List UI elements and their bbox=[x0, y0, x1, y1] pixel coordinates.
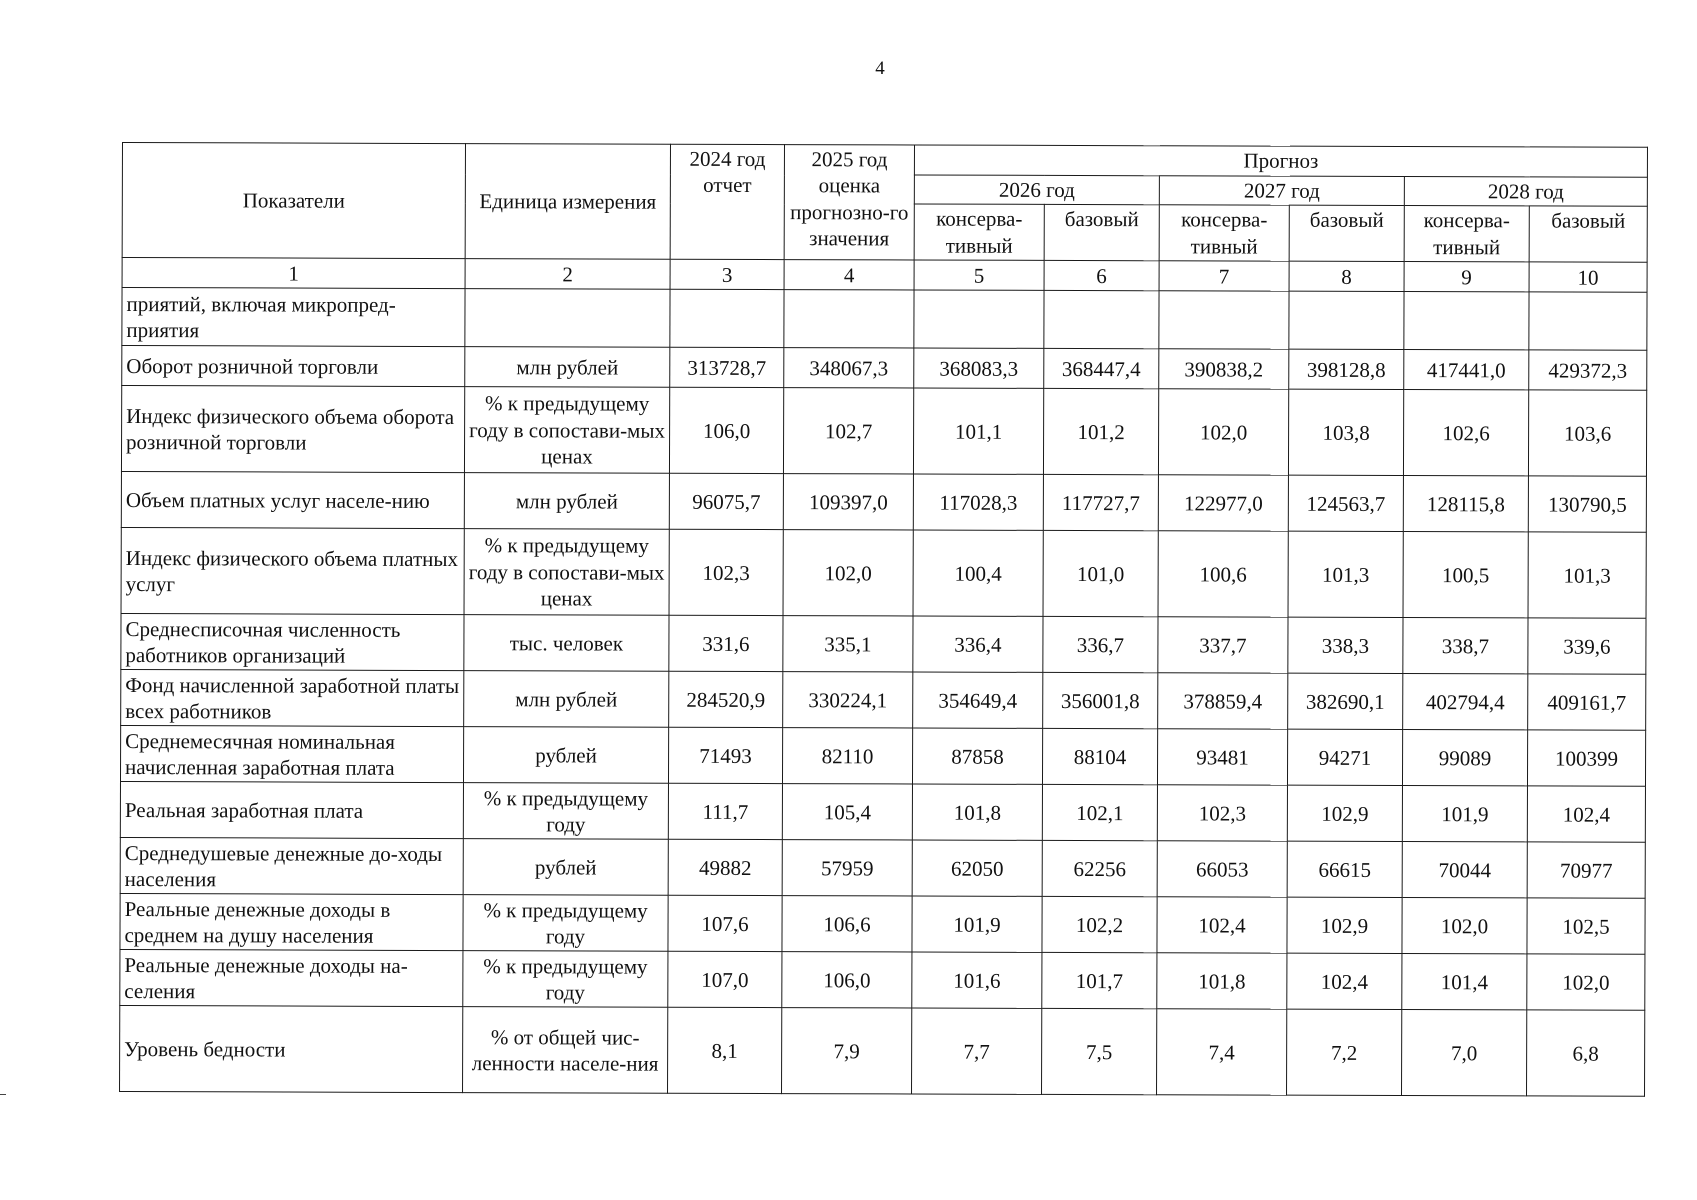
value-cell: 7,4 bbox=[1157, 1009, 1287, 1095]
table-row bbox=[120, 894, 1645, 955]
value-cell: 106,6 bbox=[782, 896, 912, 952]
value-cell: 330224,1 bbox=[783, 672, 913, 728]
value-cell: 8,1 bbox=[668, 1007, 782, 1093]
value-cell: 102,5 bbox=[1527, 898, 1645, 954]
value-cell: 57959 bbox=[782, 840, 912, 896]
value-cell: 99089 bbox=[1402, 730, 1527, 786]
column-number: 5 bbox=[914, 260, 1044, 290]
indicator-name: Индекс физического объема платных услуг bbox=[121, 528, 464, 615]
table-row bbox=[120, 726, 1645, 787]
header-indicators: Показатели bbox=[122, 143, 465, 259]
value-cell: 390838,2 bbox=[1159, 349, 1289, 389]
indicator-name: Среднедушевые денежные до-ходы населения bbox=[120, 838, 463, 895]
unit-of-measure: % к предыдущему году bbox=[463, 783, 668, 840]
value-cell bbox=[1529, 292, 1647, 350]
value-cell: 107,6 bbox=[668, 895, 782, 951]
value-cell: 102,4 bbox=[1157, 897, 1287, 953]
header-2028-base: базовый bbox=[1529, 206, 1647, 262]
column-number: 1 bbox=[122, 258, 465, 289]
value-cell: 7,5 bbox=[1042, 1009, 1157, 1095]
value-cell: 117028,3 bbox=[913, 474, 1043, 530]
value-cell: 102,4 bbox=[1287, 953, 1402, 1009]
value-cell: 101,6 bbox=[912, 952, 1042, 1008]
value-cell: 356001,8 bbox=[1043, 673, 1158, 729]
value-cell: 7,9 bbox=[782, 1008, 912, 1094]
value-cell: 70044 bbox=[1402, 842, 1527, 898]
unit-of-measure bbox=[465, 289, 670, 348]
value-cell: 66615 bbox=[1287, 841, 1402, 897]
value-cell: 368447,4 bbox=[1044, 349, 1159, 389]
unit-of-measure: рублей bbox=[463, 839, 668, 896]
value-cell: 417441,0 bbox=[1404, 350, 1529, 390]
header-2024-report: 2024 год отчет bbox=[670, 144, 784, 260]
column-number: 3 bbox=[670, 259, 784, 289]
unit-of-measure: млн рублей bbox=[465, 347, 670, 388]
unit-of-measure: тыс. человек bbox=[464, 615, 669, 672]
value-cell: 102,0 bbox=[783, 530, 913, 616]
header-2028-conservative: консерва-тивный bbox=[1404, 206, 1529, 262]
value-cell: 102,1 bbox=[1042, 785, 1157, 841]
table-row bbox=[122, 288, 1647, 351]
value-cell bbox=[784, 290, 914, 348]
value-cell: 101,0 bbox=[1043, 531, 1158, 617]
value-cell: 402794,4 bbox=[1403, 674, 1528, 730]
value-cell bbox=[1159, 291, 1289, 349]
indicator-name: Реальная заработная плата bbox=[120, 782, 463, 839]
unit-of-measure: % к предыдущему году в сопостави-мых ценах bbox=[464, 529, 669, 616]
column-number: 6 bbox=[1044, 261, 1159, 291]
value-cell: 70977 bbox=[1527, 842, 1645, 898]
value-cell bbox=[1044, 291, 1159, 349]
value-cell: 88104 bbox=[1042, 729, 1157, 785]
value-cell: 101,4 bbox=[1402, 954, 1527, 1010]
value-cell: 101,2 bbox=[1043, 389, 1158, 475]
value-cell: 66053 bbox=[1157, 841, 1287, 897]
column-number: 8 bbox=[1289, 261, 1404, 291]
unit-of-measure: млн рублей bbox=[464, 671, 669, 728]
header-year-2028: 2028 год bbox=[1404, 177, 1647, 207]
value-cell: 102,4 bbox=[1527, 786, 1645, 842]
unit-of-measure: % от общей чис-ленности населе-ния bbox=[463, 1007, 668, 1094]
value-cell: 82110 bbox=[782, 728, 912, 784]
value-cell: 71493 bbox=[668, 727, 782, 783]
value-cell: 101,7 bbox=[1042, 953, 1157, 1009]
value-cell bbox=[1404, 292, 1529, 350]
value-cell: 101,1 bbox=[913, 388, 1043, 474]
unit-of-measure: млн рублей bbox=[464, 473, 669, 530]
value-cell: 128115,8 bbox=[1403, 476, 1528, 532]
value-cell: 94271 bbox=[1287, 729, 1402, 785]
value-cell: 100,6 bbox=[1158, 531, 1288, 617]
value-cell: 429372,3 bbox=[1529, 350, 1647, 390]
value-cell: 106,0 bbox=[782, 952, 912, 1008]
value-cell: 102,3 bbox=[1157, 785, 1287, 841]
value-cell: 102,6 bbox=[1403, 390, 1528, 476]
value-cell: 93481 bbox=[1157, 729, 1287, 785]
value-cell: 101,3 bbox=[1288, 531, 1403, 617]
table-row bbox=[121, 472, 1646, 533]
value-cell: 7,0 bbox=[1402, 1010, 1527, 1096]
header-2027-conservative: консерва-тивный bbox=[1159, 205, 1289, 261]
table-row bbox=[120, 782, 1645, 843]
table-row bbox=[122, 346, 1647, 391]
header-2025-estimate: 2025 год оценка прогнозно-го значения bbox=[784, 145, 914, 261]
value-cell: 337,7 bbox=[1158, 617, 1288, 673]
column-number: 9 bbox=[1404, 262, 1529, 292]
value-cell: 102,3 bbox=[669, 529, 783, 615]
value-cell: 378859,4 bbox=[1158, 673, 1288, 729]
value-cell: 106,0 bbox=[669, 387, 783, 473]
indicator-name: Реальные денежные доходы на-селения bbox=[120, 950, 463, 1007]
header-year-2026: 2026 год bbox=[914, 175, 1159, 205]
value-cell: 101,9 bbox=[912, 896, 1042, 952]
table-row bbox=[121, 386, 1646, 477]
indicator-name: Реальные денежные доходы в среднем на душу населения bbox=[120, 894, 463, 951]
indicator-name: Индекс физического объема оборота розничной торговли bbox=[121, 386, 464, 473]
unit-of-measure: % к предыдущему году bbox=[463, 895, 668, 952]
value-cell bbox=[914, 290, 1044, 348]
value-cell: 103,6 bbox=[1528, 390, 1646, 476]
value-cell: 101,8 bbox=[912, 784, 1042, 840]
value-cell: 101,8 bbox=[1157, 953, 1287, 1009]
value-cell: 102,0 bbox=[1402, 898, 1527, 954]
value-cell: 105,4 bbox=[782, 784, 912, 840]
value-cell: 382690,1 bbox=[1288, 673, 1403, 729]
indicator-name: Среднемесячная номинальная начисленная заработная плата bbox=[120, 726, 463, 783]
value-cell: 62256 bbox=[1042, 841, 1157, 897]
value-cell: 348067,3 bbox=[784, 348, 914, 388]
value-cell: 284520,9 bbox=[669, 671, 783, 727]
value-cell: 313728,7 bbox=[670, 347, 784, 387]
value-cell: 7,7 bbox=[912, 1008, 1042, 1094]
value-cell: 96075,7 bbox=[669, 473, 783, 529]
value-cell: 336,7 bbox=[1043, 617, 1158, 673]
page-number: 4 bbox=[875, 58, 885, 79]
indicator-name: Фонд начисленной заработной платы всех работников bbox=[121, 670, 464, 727]
value-cell: 122977,0 bbox=[1158, 475, 1288, 531]
value-cell: 102,0 bbox=[1527, 954, 1645, 1010]
table-row bbox=[120, 838, 1645, 899]
unit-of-measure: % к предыдущему году bbox=[463, 951, 668, 1008]
unit-of-measure: % к предыдущему году в сопостави-мых ценах bbox=[464, 387, 669, 474]
value-cell: 87858 bbox=[912, 728, 1042, 784]
value-cell: 124563,7 bbox=[1288, 475, 1403, 531]
header-2026-conservative: консерва-тивный bbox=[914, 204, 1044, 260]
value-cell: 101,3 bbox=[1528, 532, 1646, 618]
margin-mark bbox=[0, 1094, 6, 1095]
value-cell: 7,2 bbox=[1287, 1009, 1402, 1095]
header-unit: Единица измерения bbox=[465, 144, 670, 260]
value-cell: 102,0 bbox=[1158, 389, 1288, 475]
value-cell: 49882 bbox=[668, 839, 782, 895]
column-number: 10 bbox=[1529, 262, 1647, 292]
value-cell: 100,4 bbox=[913, 530, 1043, 616]
value-cell: 109397,0 bbox=[783, 474, 913, 530]
header-2026-base: базовый bbox=[1044, 205, 1159, 261]
value-cell: 102,2 bbox=[1042, 897, 1157, 953]
column-number: 4 bbox=[784, 260, 914, 290]
column-number: 7 bbox=[1159, 261, 1289, 291]
value-cell: 103,8 bbox=[1288, 389, 1403, 475]
value-cell: 331,6 bbox=[669, 615, 783, 671]
value-cell: 398128,8 bbox=[1289, 349, 1404, 389]
value-cell: 338,3 bbox=[1288, 617, 1403, 673]
value-cell: 339,6 bbox=[1528, 618, 1646, 674]
value-cell: 111,7 bbox=[668, 783, 782, 839]
table-row bbox=[121, 670, 1646, 731]
value-cell bbox=[670, 289, 784, 347]
indicator-name: приятий, включая микропред-приятия bbox=[122, 288, 465, 347]
value-cell: 409161,7 bbox=[1528, 674, 1646, 730]
indicator-name: Оборот розничной торговли bbox=[122, 346, 465, 387]
table-body bbox=[120, 288, 1648, 1097]
value-cell: 338,7 bbox=[1403, 618, 1528, 674]
value-cell: 62050 bbox=[912, 840, 1042, 896]
value-cell: 6,8 bbox=[1527, 1010, 1645, 1096]
indicator-name: Уровень бедности bbox=[120, 1006, 463, 1093]
value-cell: 101,9 bbox=[1402, 786, 1527, 842]
value-cell: 102,9 bbox=[1287, 897, 1402, 953]
value-cell: 117727,7 bbox=[1043, 475, 1158, 531]
value-cell: 107,0 bbox=[668, 951, 782, 1007]
table-row bbox=[120, 950, 1645, 1011]
value-cell: 102,9 bbox=[1287, 785, 1402, 841]
header-forecast: Прогноз bbox=[914, 145, 1647, 177]
value-cell bbox=[1289, 291, 1404, 349]
table-row bbox=[120, 1006, 1645, 1097]
value-cell: 335,1 bbox=[783, 616, 913, 672]
indicator-name: Среднесписочная численность работников организаций bbox=[121, 614, 464, 671]
header-year-2027: 2027 год bbox=[1159, 176, 1404, 206]
unit-of-measure: рублей bbox=[463, 727, 668, 784]
value-cell: 100399 bbox=[1527, 730, 1645, 786]
value-cell: 130790,5 bbox=[1528, 476, 1646, 532]
forecast-table bbox=[119, 142, 1648, 1097]
value-cell: 100,5 bbox=[1403, 532, 1528, 618]
value-cell: 336,4 bbox=[913, 616, 1043, 672]
header-2027-base: базовый bbox=[1289, 205, 1404, 261]
indicator-name: Объем платных услуг населе-нию bbox=[121, 472, 464, 529]
value-cell: 102,7 bbox=[783, 388, 913, 474]
value-cell: 354649,4 bbox=[913, 672, 1043, 728]
value-cell: 368083,3 bbox=[914, 348, 1044, 388]
column-number: 2 bbox=[465, 259, 670, 290]
table-row bbox=[121, 614, 1646, 675]
table-row bbox=[121, 528, 1646, 619]
